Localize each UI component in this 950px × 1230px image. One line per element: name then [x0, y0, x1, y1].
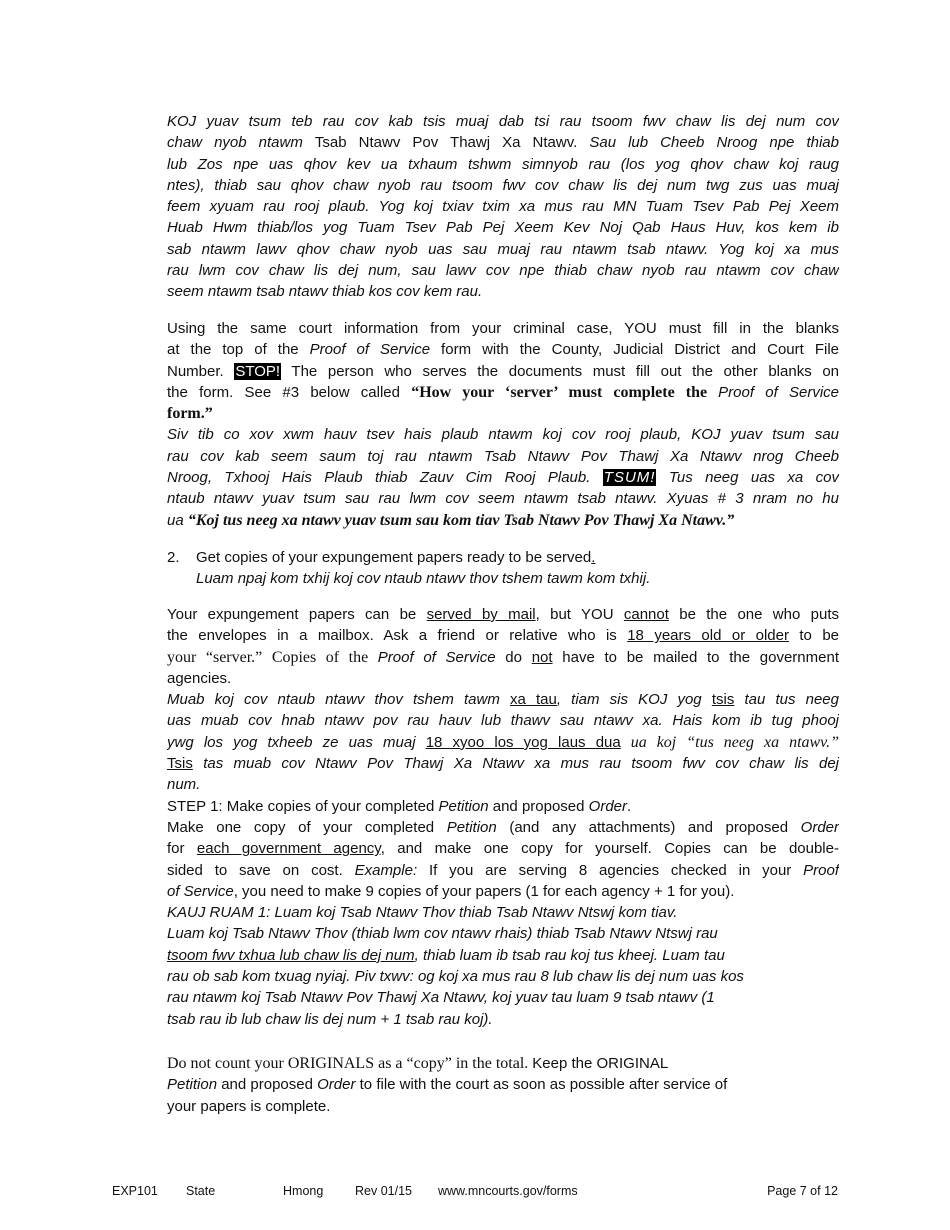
text-run: chaw nyob ntawm	[167, 134, 315, 152]
text-run: tsis	[711, 691, 735, 709]
text-run: lub Zos npe uas qhov kev ua txhaum tshwm simnyob rau (los yog qhov chaw koj raug	[167, 155, 839, 173]
text-run: rau ob sab kom txuag nyiaj. Piv txwv: og koj xa mus rau 8 lub chaw lis dej num uas kos	[167, 968, 744, 986]
text-run: Petition	[167, 1076, 218, 1094]
item-number: 2.	[167, 549, 180, 566]
text-line	[167, 668, 839, 689]
text-run: Sau lub Cheeb Nroog npe thiab	[577, 134, 839, 152]
text-line	[167, 774, 839, 795]
text-line	[167, 732, 839, 753]
text-line	[167, 710, 839, 731]
text-run: of Service	[167, 882, 234, 900]
text-run: and proposed	[217, 1076, 318, 1094]
text-run: ntaub ntawv yuav tsum sau rau lwm cov seem ntawm tsab ntawv. Xyuas # 3 nram no hu	[167, 490, 839, 508]
text-run: tas muab cov Ntawv Pov Thawj Xa Ntawv xa mus rau tsoom fwv cov chaw lis dej	[192, 755, 839, 773]
text-run: Huab Hwm thiab/los yog Tuam Tsev Pab Pej Xeem Kev Noj Qab Haus Huv, kos kem ib	[167, 219, 839, 237]
stop-highlight: TSUM!	[603, 469, 656, 487]
text-run: Number.	[167, 362, 235, 380]
text-line	[167, 966, 839, 987]
text-line	[167, 647, 839, 668]
originals-note-paragraph	[167, 1053, 839, 1117]
text-line	[167, 339, 839, 360]
text-line	[167, 488, 839, 509]
text-run: Your expungement papers can be	[167, 606, 427, 623]
text-run: the form. See #3 below called	[167, 383, 412, 401]
footer-url[interactable]: www.mncourts.gov/forms	[438, 1184, 578, 1198]
text-run: .	[627, 797, 632, 815]
text-run: rau ntawm koj Tsab Ntawv Pov Thawj Xa Ntawv, koj yuav tau luam 9 tsab ntawv (1	[167, 989, 715, 1007]
text-run: Tsab Ntawv Pov Thawj Xa Ntawv.	[314, 134, 578, 152]
text-run: ua koj “tus neeg xa ntawv.”	[620, 733, 839, 751]
text-run: seem ntawm tsab ntawv thiab kos cov kem rau.	[167, 283, 483, 301]
text-run: tau tus neeg	[734, 691, 839, 709]
text-run: Order	[588, 797, 627, 815]
text-line	[167, 239, 839, 260]
text-line	[167, 217, 839, 238]
hmong-instructions-paragraph	[167, 111, 839, 303]
footer-page-number: Page 7 of 12	[767, 1184, 838, 1198]
text-line	[167, 467, 839, 488]
text-line	[167, 424, 839, 445]
text-line	[167, 881, 839, 902]
text-line	[167, 838, 839, 859]
text-run: 18 years old or older	[627, 627, 789, 645]
footer-language: Hmong	[283, 1184, 324, 1198]
text-line	[167, 923, 839, 944]
footer-revision: Rev 01/15	[355, 1184, 412, 1198]
text-run: do	[495, 648, 532, 666]
text-run: , you need to make 9 copies of your papers (1 for each agency + 1 for you).	[233, 882, 735, 900]
text-run: Get copies of your expungement papers ready to be served	[196, 549, 592, 566]
text-run: the envelopes in a mailbox. Ask a friend or relative who is	[167, 627, 628, 645]
text-run: The person who serves the documents must fill out the other blanks on	[281, 362, 839, 380]
text-line	[167, 260, 839, 281]
text-run: Keep the ORIGINAL	[532, 1055, 669, 1072]
text-run: ua	[167, 511, 188, 529]
text-line	[196, 547, 839, 568]
text-line	[167, 987, 839, 1008]
text-run: form.”	[167, 405, 213, 423]
serving-by-mail-paragraph	[167, 604, 839, 1030]
text-line	[167, 1053, 839, 1074]
text-line	[167, 510, 839, 531]
text-run: feem xyuam rau rooj plaub. Yog koj txiav txim xa mus rau MN Tuam Tsev Pab Pej Xeem	[167, 198, 839, 216]
text-run: uas muab cov hnab ntawv pov rau hauv lub thawv sau ntawv xa. Hais kom ib tug phooj	[167, 712, 839, 730]
text-run: Proof of Service	[309, 341, 431, 359]
text-run: (and any attachments) and proposed	[496, 818, 801, 836]
text-run: If you are serving 8 agencies checked in your	[417, 861, 804, 879]
text-run: at the top of the	[167, 341, 310, 359]
text-run: rau cov kab seem saum toj rau ntawm Tsab Ntawv Pov Thawj Xa Ntawv nrog Cheeb	[167, 447, 839, 465]
text-line	[167, 1074, 839, 1095]
text-run: Tsis	[167, 755, 193, 773]
text-run: be the one who puts	[668, 606, 839, 623]
text-run: cannot	[623, 606, 669, 623]
text-line	[167, 1009, 839, 1030]
text-run: Using the same court information from your criminal case, YOU must fill in the blanks	[167, 320, 839, 337]
text-line	[167, 1096, 839, 1117]
text-run: tsoom fwv txhua lub chaw lis dej num	[167, 946, 415, 964]
text-run: Example:	[354, 861, 418, 879]
text-line	[167, 196, 839, 217]
text-run: Nroog, Txhooj Hais Plaub thiab Zauv Cim Rooj Plaub.	[167, 469, 603, 487]
text-run: KOJ yuav tsum teb rau cov kab tsis muaj dab tsi rau tsoom fwv chaw lis dej num cov	[167, 113, 839, 130]
text-run: ntes), thiab sau qhov chaw nyob rau tsoom fwv cov chaw lis dej num twg zus uas muaj	[167, 176, 839, 194]
text-line	[167, 860, 839, 881]
text-run: Petition	[438, 797, 489, 815]
text-run: form with the County, Judicial District and Court File	[430, 341, 839, 359]
text-run: not	[531, 648, 553, 666]
text-run: and proposed	[488, 797, 589, 815]
text-run: KAUJ RUAM 1: Luam koj Tsab Ntawv Thov thiab Tsab Ntawv Ntswj kom tiav.	[167, 904, 678, 922]
text-run: “Koj tus neeg xa ntawv yuav tsum sau kom tiav Tsab Ntawv Pov Thawj Xa Ntawv.”	[187, 511, 735, 529]
text-run: your “server.” Copies of the	[167, 648, 378, 666]
text-line	[167, 361, 839, 382]
step-2-item	[167, 547, 839, 590]
text-line	[167, 154, 839, 175]
text-run: your papers is complete.	[167, 1097, 331, 1115]
text-run: ywg los yog txheeb ze uas muaj	[167, 733, 426, 751]
text-line	[167, 945, 839, 966]
text-run: , tiam sis KOJ yog	[556, 691, 712, 709]
text-line	[167, 796, 839, 817]
text-run: served by mail	[426, 606, 536, 623]
text-line	[167, 403, 839, 424]
stop-highlight: STOP!	[235, 362, 281, 380]
text-line	[167, 753, 839, 774]
text-run: “How your ‘server’ must complete the	[411, 383, 719, 401]
text-run: Luam npaj kom txhij koj cov ntaub ntawv thov tshem tawm kom txhij.	[196, 570, 651, 588]
text-line	[167, 625, 839, 646]
text-run: each government agency	[196, 840, 381, 858]
text-line	[167, 604, 839, 625]
text-run: Proof	[803, 861, 839, 879]
text-line	[167, 111, 839, 132]
text-run: sab ntawm lawv qhov chaw nyob uas sau muaj rau ntawm tsab ntawv. Yog koj xa mus	[167, 240, 839, 258]
text-run: Do not count your ORIGINALS as a “copy” in the total.	[167, 1055, 533, 1072]
text-run: have to be mailed to the government	[552, 648, 839, 666]
text-run: num.	[167, 776, 201, 794]
text-line	[167, 902, 839, 923]
text-line	[167, 446, 839, 467]
text-run: to file with the court as soon as possible after service of	[355, 1076, 728, 1094]
text-run: agencies.	[167, 669, 232, 687]
text-run: for	[167, 840, 197, 858]
text-line	[167, 132, 839, 153]
text-run: xa tau	[510, 691, 557, 709]
text-line	[167, 175, 839, 196]
text-line	[167, 817, 839, 838]
footer-state: State	[186, 1184, 216, 1198]
text-line	[196, 568, 839, 589]
text-run: Muab koj cov ntaub ntawv thov tshem tawm	[167, 691, 510, 709]
text-run: Tus neeg uas xa cov	[656, 469, 839, 487]
text-run: Petition	[446, 818, 497, 836]
text-run: .	[591, 549, 596, 566]
text-run: rau lwm cov chaw lis dej num, sau lawv cov npe thiab chaw nyob rau ntawm cov chaw	[167, 262, 839, 280]
text-run: , but YOU	[535, 606, 624, 623]
text-run: to be	[788, 627, 839, 645]
court-information-paragraph	[167, 318, 839, 531]
text-run: Luam koj Tsab Ntawv Thov (thiab lwm cov ntawv rhais) thiab Tsab Ntawv Ntswj rau	[167, 925, 718, 943]
text-run: STEP 1: Make copies of your completed	[167, 797, 439, 815]
text-run: Siv tib co xov xwm hauv tsev hais plaub ntawm koj cov rooj plaub, KOJ yuav tsum sau	[167, 426, 839, 444]
text-run: sided to save on cost.	[167, 861, 355, 879]
text-run: Make one copy of your completed	[167, 818, 447, 836]
footer-form-id: EXP101	[112, 1184, 158, 1198]
text-line	[167, 281, 839, 302]
text-run: Proof of Service	[718, 383, 839, 401]
text-run: Order	[317, 1076, 356, 1094]
step-2-text	[196, 547, 839, 590]
text-line	[167, 689, 839, 710]
text-run: Proof of Service	[377, 648, 496, 666]
text-run: , and make one copy for yourself. Copies can be double-	[380, 840, 839, 858]
text-line	[167, 318, 839, 339]
text-run: 18 xyoo los yog laus dua	[425, 733, 621, 751]
text-run: , thiab luam ib tsab rau koj tus kheej. Luam tau	[414, 946, 725, 964]
text-run: Order	[800, 818, 839, 836]
text-run: tsab rau ib lub chaw lis dej num + 1 tsab rau koj).	[167, 1010, 493, 1028]
text-line	[167, 382, 839, 403]
